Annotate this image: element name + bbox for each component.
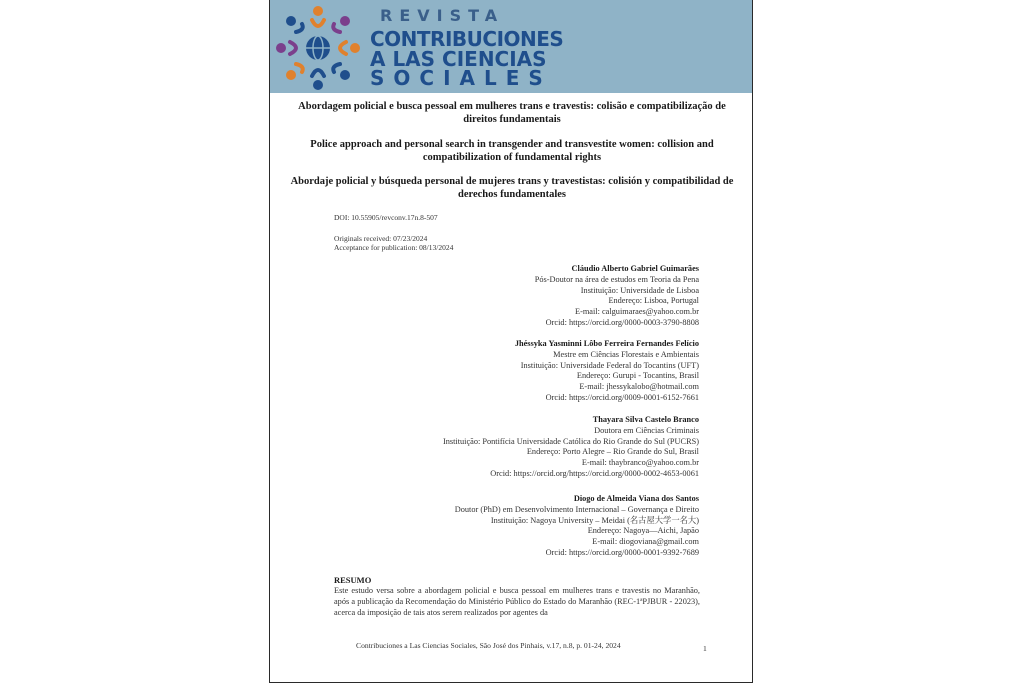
author-institution: Instituição: Pontifícia Universidade Católica do Rio Grande do Sul (PUCRS) <box>442 436 699 446</box>
author-degree: Doutora em Ciências Criminais <box>594 425 699 435</box>
author-name: Cláudio Alberto Gabriel Guimarães <box>571 264 699 273</box>
author-degree: Doutor (PhD) em Desenvolvimento Internacional – Governança e Direito <box>454 504 699 514</box>
author-orcid: Orcid: https://orcid.org/0000-0001-9392-7689 <box>545 547 699 557</box>
page-number: 1 <box>703 644 707 653</box>
title-portuguese: Abordagem policial e busca pessoal em mulheres trans e travestis: colisão e compatibilização de direitos fundamentais <box>298 101 726 125</box>
journal-banner <box>270 0 753 93</box>
received-date: Originals received: 07/23/2024 <box>334 234 428 243</box>
acceptance-date: Acceptance for publication: 08/13/2024 <box>334 243 454 252</box>
globe-with-people-icon <box>272 2 364 94</box>
author-name: Diogo de Almeida Viana dos Santos <box>573 494 699 503</box>
author-orcid: Orcid: https://orcid.org/0000-0003-3790-8808 <box>545 317 699 327</box>
author-degree: Pós-Doutor na área de estudos em Teoria da Pena <box>534 274 699 284</box>
author-name: Thayara Silva Castelo Branco <box>592 415 699 424</box>
abstract-heading: RESUMO <box>334 575 372 585</box>
author-orcid: Orcid: https://orcid.org/https://orcid.org/0000-0002-4653-0061 <box>490 468 699 478</box>
author-email: E-mail: jhessykalobo@hotmail.com <box>579 382 699 392</box>
author-degree: Mestre em Ciências Florestais e Ambientais <box>553 349 699 359</box>
author-address: Endereço: Lisboa, Portugal <box>608 296 699 306</box>
author-institution: Instituição: Nagoya University – Meidai (名古屋大学一名大) <box>490 515 699 525</box>
author-orcid: Orcid: https://orcid.org/0009-0001-6152-7661 <box>545 392 699 402</box>
author-email: E-mail: thaybranco@yahoo.com.br <box>581 458 699 468</box>
journal-title-line-2: A LAS CIENCIAS <box>370 47 547 71</box>
journal-title-line-1: CONTRIBUCIONES <box>370 27 564 51</box>
author-email: E-mail: calguimaraes@yahoo.com.br <box>575 307 699 317</box>
title-spanish: Abordaje policial y búsqueda personal de mujeres trans y travestistas: colisión y compatibilidad de derechos fundamentales <box>290 176 734 200</box>
abstract-text: Este estudo versa sobre a abordagem policial e busca pessoal em mulheres trans e travestis no Maranhão, após a publicação da Recomendação do Ministério Público do Estado do Maranhão (REC-1ªPJBUR - 22023), acerca da imposição de tais atos serem realizados por agentes da <box>334 586 700 617</box>
doi-line: DOI: 10.55905/revconv.17n.8-507 <box>334 213 438 222</box>
author-address: Endereço: Gurupi - Tocantins, Brasil <box>576 371 699 381</box>
author-institution: Instituição: Universidade Federal do Tocantins (UFT) <box>520 360 699 370</box>
document-page <box>269 0 753 683</box>
author-name: Jhéssyka Yasminni Lôbo Ferreira Fernandes Felício <box>514 339 699 348</box>
journal-title-line-3: SOCIALES <box>370 66 552 90</box>
author-block <box>515 339 699 404</box>
author-block <box>455 494 699 559</box>
footer-citation: Contribuciones a Las Ciencias Sociales, São José dos Pinhais, v.17, n.8, p. 01-24, 2024 <box>356 641 621 650</box>
author-address: Endereço: Porto Alegre – Rio Grande do Sul, Brasil <box>526 447 699 457</box>
author-block <box>535 264 699 329</box>
author-institution: Instituição: Universidade de Lisboa <box>580 285 699 295</box>
author-email: E-mail: diogoviana@gmail.com <box>592 537 699 547</box>
author-address: Endereço: Nagoya—Aichi, Japão <box>587 526 699 536</box>
author-block <box>443 415 699 480</box>
title-english: Police approach and personal search in transgender and transvestite women: collision and compatibilization of fundamental rights <box>310 139 714 163</box>
journal-revista-label: REVISTA <box>380 6 505 25</box>
